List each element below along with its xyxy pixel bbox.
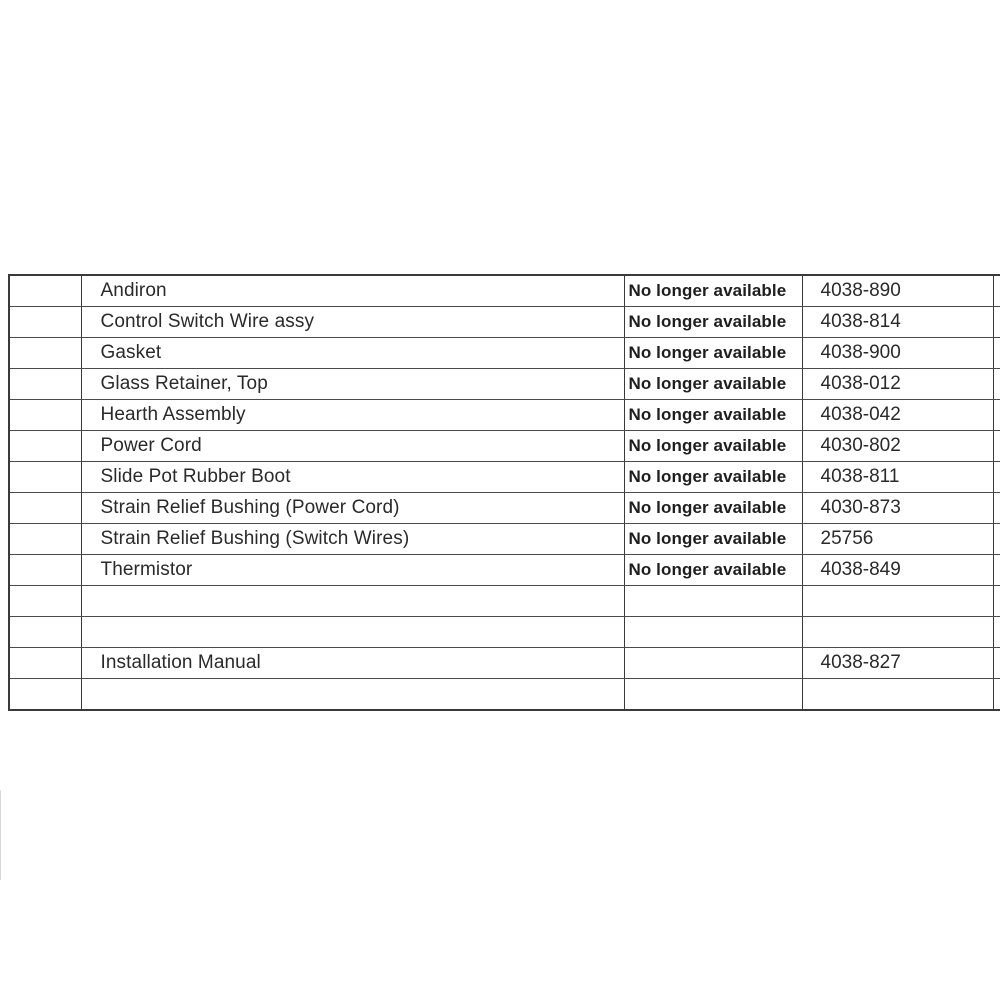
availability-status: No longer available <box>624 462 802 493</box>
row-index-cell <box>9 648 81 679</box>
availability-status: No longer available <box>624 275 802 307</box>
extra-cell <box>993 617 1000 648</box>
availability-status <box>624 586 802 617</box>
part-number: 4038-814 <box>802 307 993 338</box>
part-description <box>81 586 624 617</box>
extra-cell <box>993 555 1000 586</box>
part-description: Strain Relief Bushing (Power Cord) <box>81 493 624 524</box>
availability-status <box>624 648 802 679</box>
part-number <box>802 679 993 711</box>
row-index-cell <box>9 338 81 369</box>
part-number: 4038-811 <box>802 462 993 493</box>
availability-status: No longer available <box>624 524 802 555</box>
part-number: 4038-012 <box>802 369 993 400</box>
part-number <box>802 586 993 617</box>
table-row <box>9 586 1000 617</box>
extra-cell <box>993 307 1000 338</box>
part-description: Strain Relief Bushing (Switch Wires) <box>81 524 624 555</box>
part-description: Gasket <box>81 338 624 369</box>
table-row <box>9 648 1000 679</box>
part-number: 4038-900 <box>802 338 993 369</box>
part-number <box>802 617 993 648</box>
row-index-cell <box>9 307 81 338</box>
extra-cell <box>993 493 1000 524</box>
part-number: 4038-849 <box>802 555 993 586</box>
part-description: Hearth Assembly <box>81 400 624 431</box>
table-row <box>9 338 1000 369</box>
table-row <box>9 524 1000 555</box>
availability-status: No longer available <box>624 400 802 431</box>
row-index-cell <box>9 493 81 524</box>
row-index-cell <box>9 555 81 586</box>
table-row <box>9 617 1000 648</box>
row-index-cell <box>9 369 81 400</box>
table-row <box>9 555 1000 586</box>
part-description: Thermistor <box>81 555 624 586</box>
part-description: Control Switch Wire assy <box>81 307 624 338</box>
extra-cell <box>993 275 1000 307</box>
part-description: Andiron <box>81 275 624 307</box>
extra-cell <box>993 648 1000 679</box>
parts-table-body <box>9 275 1000 710</box>
table-row <box>9 400 1000 431</box>
part-number: 4030-873 <box>802 493 993 524</box>
extra-cell <box>993 679 1000 711</box>
availability-status: No longer available <box>624 369 802 400</box>
part-description: Power Cord <box>81 431 624 462</box>
extra-cell <box>993 431 1000 462</box>
part-description: Slide Pot Rubber Boot <box>81 462 624 493</box>
availability-status: No longer available <box>624 431 802 462</box>
part-number: 25756 <box>802 524 993 555</box>
availability-status: No longer available <box>624 493 802 524</box>
part-description <box>81 617 624 648</box>
extra-cell <box>993 338 1000 369</box>
table-row <box>9 493 1000 524</box>
extra-cell <box>993 369 1000 400</box>
table-row <box>9 679 1000 711</box>
part-description: Glass Retainer, Top <box>81 369 624 400</box>
availability-status <box>624 679 802 711</box>
availability-status: No longer available <box>624 555 802 586</box>
part-number: 4038-042 <box>802 400 993 431</box>
row-index-cell <box>9 462 81 493</box>
row-index-cell <box>9 617 81 648</box>
table-row <box>9 462 1000 493</box>
part-number: 4038-890 <box>802 275 993 307</box>
extra-cell <box>993 524 1000 555</box>
extra-cell <box>993 586 1000 617</box>
availability-status <box>624 617 802 648</box>
row-index-cell <box>9 586 81 617</box>
extra-cell <box>993 400 1000 431</box>
extra-cell <box>993 462 1000 493</box>
part-number: 4038-827 <box>802 648 993 679</box>
table-row <box>9 431 1000 462</box>
row-index-cell <box>9 431 81 462</box>
parts-table <box>8 274 1000 711</box>
part-number: 4030-802 <box>802 431 993 462</box>
row-index-cell <box>9 400 81 431</box>
row-index-cell <box>9 275 81 307</box>
table-row <box>9 275 1000 307</box>
row-index-cell <box>9 524 81 555</box>
part-description: Installation Manual <box>81 648 624 679</box>
availability-status: No longer available <box>624 307 802 338</box>
part-description <box>81 679 624 711</box>
availability-status: No longer available <box>624 338 802 369</box>
table-row <box>9 307 1000 338</box>
row-index-cell <box>9 679 81 711</box>
page-edge-mark <box>0 790 1 880</box>
table-row <box>9 369 1000 400</box>
